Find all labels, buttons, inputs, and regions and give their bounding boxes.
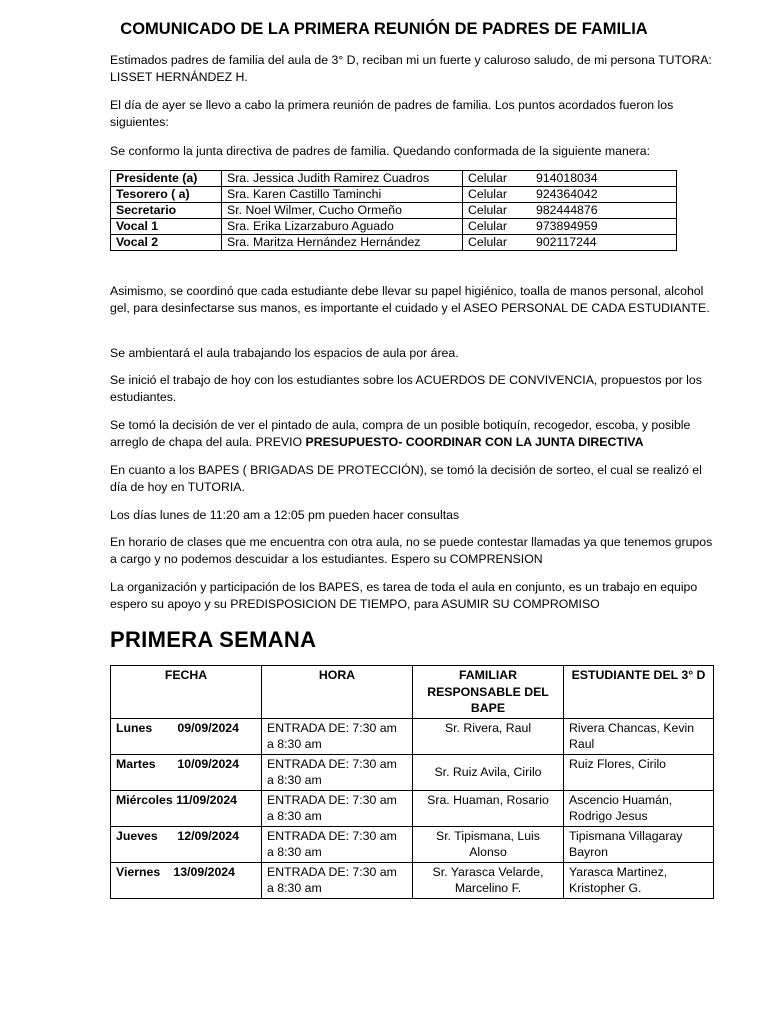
time-cell: ENTRADA DE: 7:30 am a 8:30 am <box>262 718 413 754</box>
board-member-name: Sra. Jessica Judith Ramirez Cuadros <box>222 171 463 187</box>
weekday: Martes <box>116 756 156 771</box>
date-cell <box>111 718 262 754</box>
table-row <box>111 235 677 251</box>
weekday: Miércoles <box>116 792 173 807</box>
board-intro-paragraph: Se conformo la junta directiva de padres de familia. Quedando conformada de la siguiente manera: <box>110 144 651 158</box>
date: 12/09/2024 <box>177 828 239 843</box>
date-cell <box>111 790 262 826</box>
board-role: Secretario <box>111 203 222 219</box>
board-member-name: Sra. Maritza Hernández Hernández <box>222 235 463 251</box>
table-header-row <box>111 666 714 719</box>
board-role: Vocal 2 <box>111 235 222 251</box>
family-cell: Sr. Yarasca Velarde, Marcelino F. <box>413 862 564 898</box>
date: 11/09/2024 <box>176 792 238 807</box>
bapes-paragraph: En cuanto a los BAPES ( BRIGADAS DE PROTECCIÓN), se tomó la decisión de sorteo, el cual se realizó el día de hoy en TUTORIA. <box>110 463 702 494</box>
time-cell: ENTRADA DE: 7:30 am a 8:30 am <box>262 862 413 898</box>
table-row <box>111 790 714 826</box>
table-row <box>111 171 677 187</box>
phone-label: Celular <box>463 235 532 251</box>
week-title: PRIMERA SEMANA <box>110 627 317 652</box>
date-cell <box>111 754 262 790</box>
consultation-hours-paragraph: Los días lunes de 11:20 am a 12:05 pm pueden hacer consultas <box>110 508 460 522</box>
decisions-text: Se tomó la decisión de ver el pintado de aula, compra de un posible botiquín, recogedor, escoba, y posible arreglo de chapa del aula. PREVIO <box>110 418 691 449</box>
hygiene-paragraph: Asimismo, se coordinó que cada estudiante debe llevar su papel higiénico, toalla de manos personal, alcohol gel, para desinfectarse sus manos, es importante el cuidado y el ASEO PERSONAL DE CADA ESTUDIANTE. <box>110 284 710 315</box>
phone-label: Celular <box>463 219 532 235</box>
date: 10/09/2024 <box>177 756 239 771</box>
column-header: ESTUDIANTE DEL 3° D <box>564 666 714 719</box>
phone-label: Celular <box>463 203 532 219</box>
phone-label: Celular <box>463 171 532 187</box>
board-role: Vocal 1 <box>111 219 222 235</box>
table-row <box>111 754 714 790</box>
meeting-paragraph: El día de ayer se llevo a cabo la primera reunión de padres de familia. Los puntos acordados fueron los siguientes: <box>110 98 674 129</box>
date-cell <box>111 826 262 862</box>
schedule-table <box>110 665 714 899</box>
greeting-paragraph: Estimados padres de familia del aula de 3° D, reciban mi un fuerte y caluroso saludo, de mi persona TUTORA: LISSET HERNÁNDEZ H. <box>110 53 712 84</box>
table-row <box>111 219 677 235</box>
student-cell: Ascencio Huamán, Rodrigo Jesus <box>564 790 714 826</box>
table-row <box>111 862 714 898</box>
column-header: FECHA <box>111 666 262 719</box>
phone-number: 902117244 <box>531 235 677 251</box>
board-member-name: Sra. Karen Castillo Taminchi <box>222 187 463 203</box>
time-cell: ENTRADA DE: 7:30 am a 8:30 am <box>262 826 413 862</box>
weekday: Viernes <box>116 864 161 879</box>
table-row <box>111 187 677 203</box>
date-cell <box>111 862 262 898</box>
family-cell: Sra. Huaman, Rosario <box>413 790 564 826</box>
family-cell: Sr. Tipismana, Luis Alonso <box>413 826 564 862</box>
table-row <box>111 826 714 862</box>
document-title: COMUNICADO DE LA PRIMERA REUNIÓN DE PADRES DE FAMILIA <box>120 20 648 38</box>
commitment-paragraph: La organización y participación de los BAPES, es tarea de toda el aula en conjunto, es un trabajo en equipo espero su apoyo y su PREDISPOSICION DE TIEMPO, para ASUMIR SU COMPROMISO <box>110 580 698 611</box>
board-role: Presidente (a) <box>111 171 222 187</box>
student-cell: Tipismana Villagaray Bayron <box>564 826 714 862</box>
weekday: Lunes <box>116 720 153 735</box>
board-table <box>110 170 677 251</box>
student-cell: Rivera Chancas, Kevin Raul <box>564 718 714 754</box>
decisions-bold-text: PRESUPUESTO- COORDINAR CON LA JUNTA DIRECTIVA <box>305 435 644 449</box>
phone-number: 924364042 <box>531 187 677 203</box>
time-cell: ENTRADA DE: 7:30 am a 8:30 am <box>262 790 413 826</box>
table-row <box>111 203 677 219</box>
phone-number: 914018034 <box>531 171 677 187</box>
weekday: Jueves <box>116 828 158 843</box>
student-cell: Yarasca Martinez, Kristopher G. <box>564 862 714 898</box>
date: 09/09/2024 <box>177 720 239 735</box>
student-cell: Ruiz Flores, Cirilo <box>564 754 714 790</box>
table-row <box>111 718 714 754</box>
date: 13/09/2024 <box>173 864 235 879</box>
agreements-paragraph: Se inició el trabajo de hoy con los estudiantes sobre los ACUERDOS DE CONVIVENCIA, propuestos por los estudiantes. <box>110 373 702 404</box>
board-member-name: Sra. Erika Lizarzaburo Aguado <box>222 219 463 235</box>
phone-number: 973894959 <box>531 219 677 235</box>
column-header: FAMILIAR RESPONSABLE DEL BAPE <box>413 666 564 719</box>
class-hours-paragraph: En horario de clases que me encuentra con otra aula, no se puede contestar llamadas ya que tenemos grupos a cargo y no podemos descuidar a los estudiantes. Espero su COMPRENSION <box>110 535 713 566</box>
phone-number: 982444876 <box>531 203 677 219</box>
board-member-name: Sr. Noel Wilmer, Cucho Ormeño <box>222 203 463 219</box>
family-cell: Sr. Rivera, Raul <box>413 718 564 754</box>
phone-label: Celular <box>463 187 532 203</box>
family-cell: Sr. Ruiz Avila, Cirilo <box>413 754 564 790</box>
classroom-paragraph: Se ambientará el aula trabajando los espacios de aula por área. <box>110 346 459 360</box>
time-cell: ENTRADA DE: 7:30 am a 8:30 am <box>262 754 413 790</box>
decisions-paragraph <box>110 417 715 451</box>
column-header: HORA <box>262 666 413 719</box>
board-role: Tesorero ( a) <box>111 187 222 203</box>
